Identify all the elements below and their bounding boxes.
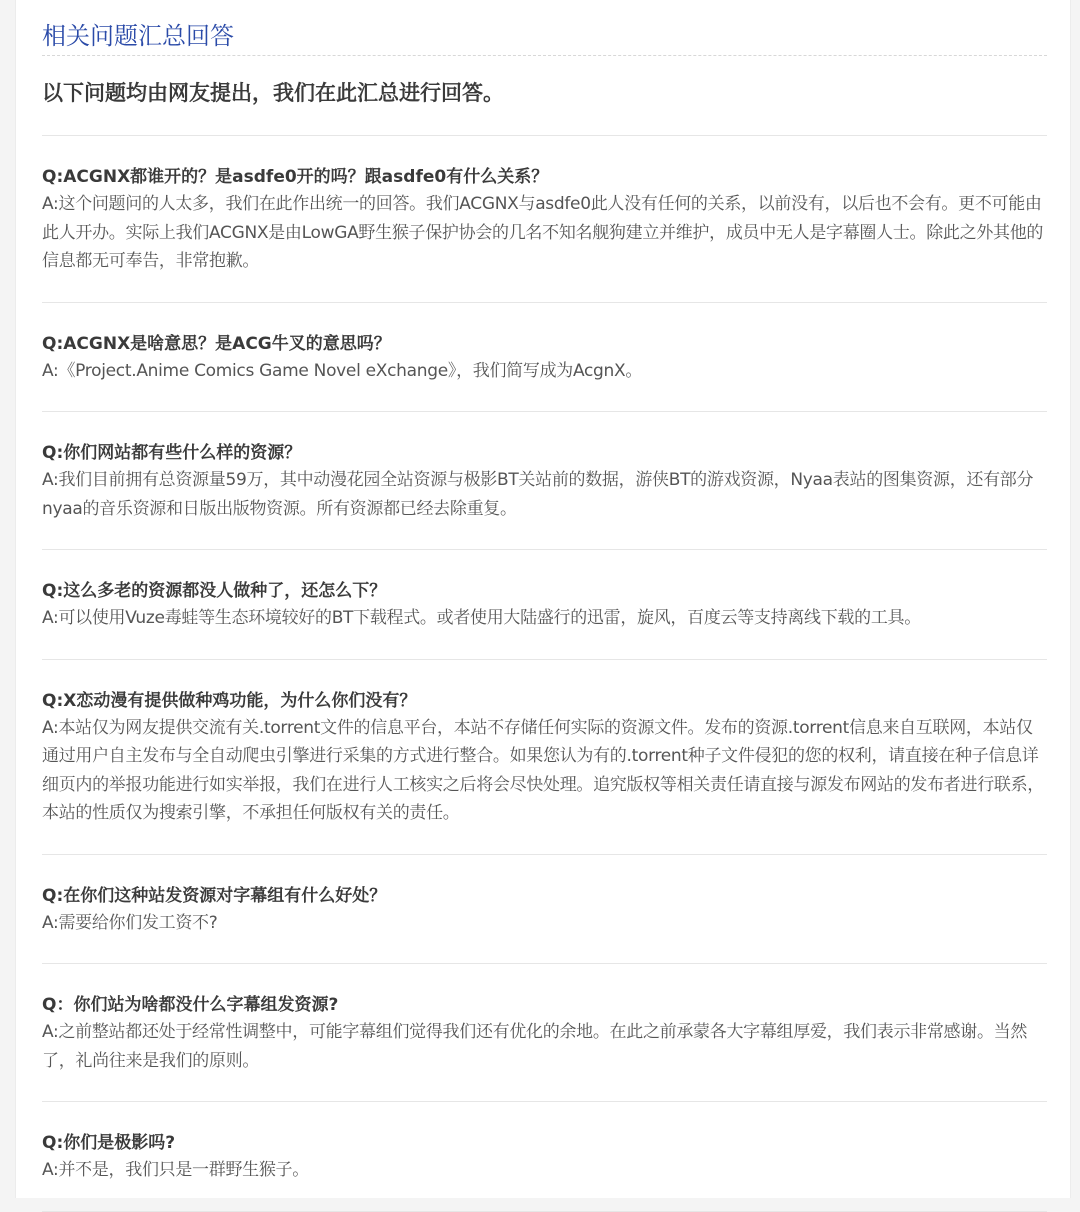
- faq-question: Q：你们站为啥都没什么字幕组发资源?: [42, 995, 339, 1015]
- faq-question: Q:ACGNX都谁开的？是asdfe0开的吗？跟asdfe0有什么关系？: [42, 167, 549, 187]
- faq-question: Q:这么多老的资源都没人做种了，还怎么下？: [42, 581, 387, 601]
- faq-answer: A:需要给你们发工资不?: [42, 912, 218, 933]
- intro-text: 以下问题均由网友提出，我们在此汇总进行回答。: [42, 56, 1047, 136]
- faq-answer: A:我们目前拥有总资源量59万，其中动漫花园全站资源与极影BT关站前的数据，游侠BT的游戏资源，Nyaa表站的图集资源，还有部分nyaa的音乐资源和日版出版物资源。所有资源都已经去除重复。: [42, 470, 1034, 519]
- faq-section: [42, 0, 1047, 1212]
- faq-answer: A:可以使用Vuze毒蛙等生态环境较好的BT下载程式。或者使用大陆盛行的迅雷，旋风，百度云等支持离线下载的工具。: [42, 608, 921, 628]
- faq-item: [42, 1102, 1047, 1212]
- section-title: 相关问题汇总回答: [42, 0, 1047, 56]
- faq-item: [42, 412, 1047, 550]
- faq-question: Q:你们网站都有些什么样的资源？: [42, 443, 302, 463]
- faq-item: [42, 660, 1047, 855]
- content-card: [15, 0, 1071, 1198]
- faq-answer: A:《Project.Anime Comics Game Novel eXchange》，我们简写成为AcgnX。: [42, 360, 643, 381]
- faq-item: [42, 136, 1047, 303]
- faq-item: [42, 964, 1047, 1102]
- faq-question: Q:ACGNX是啥意思？是ACG牛叉的意思吗？: [42, 333, 391, 354]
- faq-item: [42, 550, 1047, 660]
- faq-answer: A:之前整站都还处于经常性调整中，可能字幕组们觉得我们还有优化的余地。在此之前承蒙各大字幕组厚爱，我们表示非常感谢。当然了，礼尚往来是我们的原则。: [42, 1022, 1028, 1071]
- faq-question: Q:X恋动漫有提供做种鸡功能，为什么你们没有？: [42, 690, 417, 711]
- faq-answer: A:并不是，我们只是一群野生猴子。: [42, 1160, 309, 1180]
- faq-item: [42, 855, 1047, 965]
- faq-question: Q:你们是极影吗?: [42, 1133, 176, 1153]
- faq-answer: A:这个问题问的人太多，我们在此作出统一的回答。我们ACGNX与asdfe0此人没有任何的关系，以前没有，以后也不会有。更不可能由此人开办。实际上我们ACGNX是由LowGA野生猴子保护协会的几名不知名舰狗建立并维护，成员中无人是字幕圈人士。除此之外其他的信息都无可奉告，非常抱歉。: [42, 194, 1044, 271]
- faq-answer: A:本站仅为网友提供交流有关.torrent文件的信息平台，本站不存储任何实际的资源文件。发布的资源.torrent信息来自互联网，本站仅通过用户自主发布与全自动爬虫引擎进行采集的方式进行整合。如果您认为有的.torrent种子文件侵犯的您的权利，请直接在种子信息详细页内的举报功能进行如实举报，我们在进行人工核实之后将会尽快处理。追究版权等相关责任请直接与源发布网站的发布者进行联系，本站的性质仅为搜索引擎，不承担任何版权有关的责任。: [42, 717, 1044, 823]
- faq-item: [42, 303, 1047, 413]
- faq-question: Q:在你们这种站发资源对字幕组有什么好处？: [42, 885, 387, 906]
